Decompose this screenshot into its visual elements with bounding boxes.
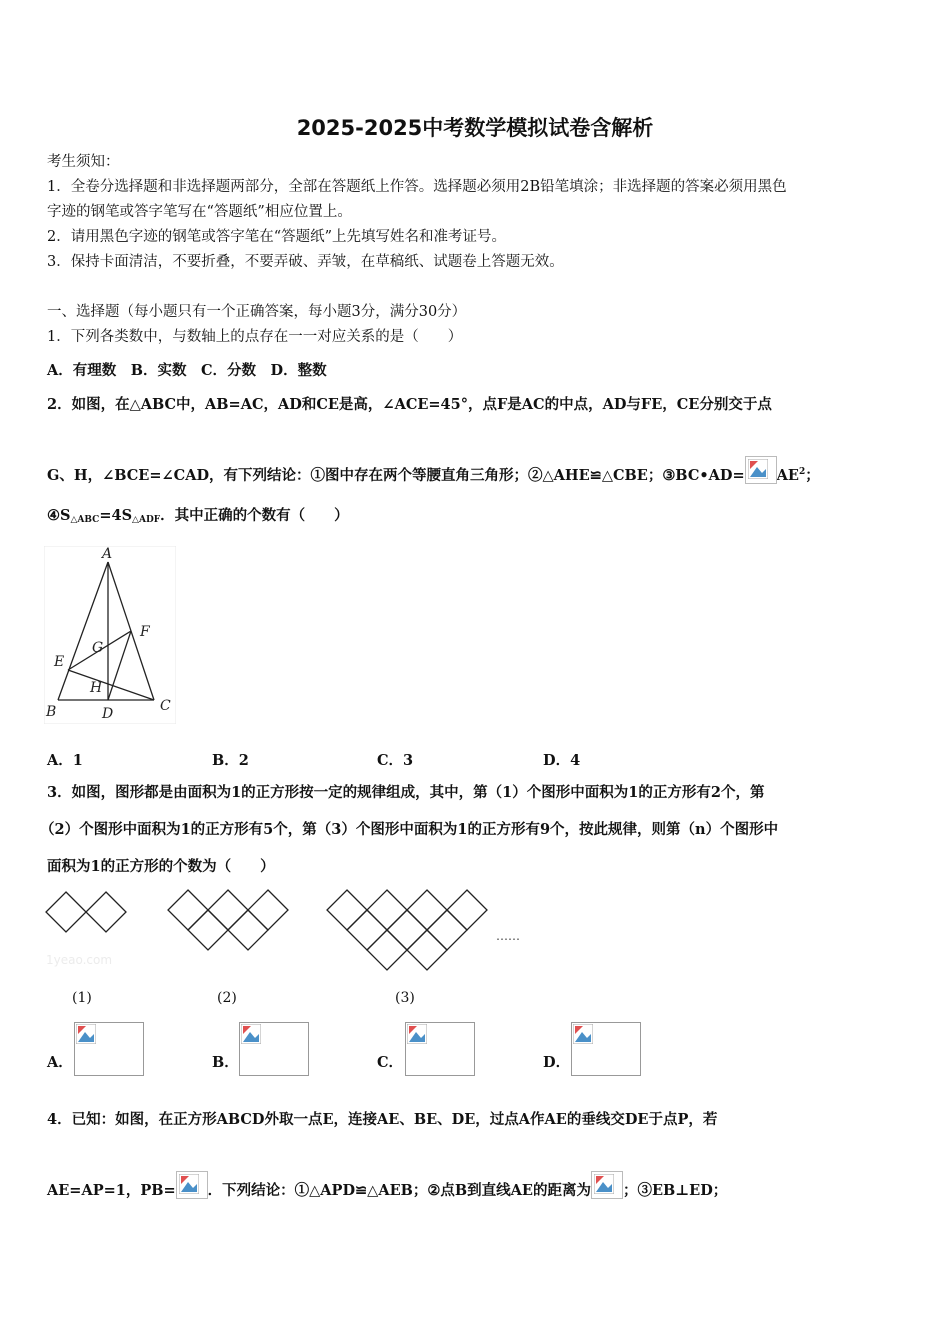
figure-caption: (2)	[217, 990, 237, 1006]
q2-line2	[47, 456, 820, 486]
vertex-label: A	[102, 546, 113, 562]
watermark: 1yeao.com	[46, 953, 113, 967]
q1-options: A．有理数 B．实数 C．分数 D．整数	[47, 362, 327, 379]
ellipsis: ……	[496, 929, 520, 943]
q3-line1: 3．如图，图形都是由面积为1的正方形按一定的规律组成，其中，第（1）个图形中面积为1的正方形有2个，第	[47, 784, 765, 801]
q2-option: B．2	[212, 752, 249, 769]
section-heading: 一、选择题（每小题只有一个正确答案，每小题3分，满分30分）	[47, 304, 467, 320]
q4-line1: 4．已知：如图，在正方形ABCD外取一点E，连接AE、BE、DE，过点A作AE的垂线交DE于点P，若	[47, 1111, 718, 1128]
q3-line3: 面积为1的正方形的个数为（ ）	[47, 858, 275, 875]
q2-subscript: △ABC	[70, 515, 100, 525]
broken-image-icon	[74, 1022, 144, 1076]
q4-text: ．下列结论：①△APD≌△AEB；②点B到直线AE的距离为	[207, 1182, 591, 1199]
vertex-label: H	[90, 680, 103, 696]
figure-caption: (1)	[72, 990, 92, 1006]
q3-option: C．	[377, 1054, 404, 1071]
q2-text: AE	[776, 467, 799, 484]
triangle-figure	[44, 546, 176, 724]
q1-stem: 1．下列各类数中，与数轴上的点存在一一对应关系的是（ ）	[47, 329, 463, 345]
broken-image-icon	[571, 1022, 641, 1076]
q3-option: B．	[212, 1054, 239, 1071]
q2-text: G、H，∠BCE=∠CAD，有下列结论：①图中存在两个等腰直角三角形；②△AHE≌△CBE；③BC•AD=	[47, 467, 745, 484]
q2-line1: 2．如图，在△ABC中，AB=AC，AD和CE是高，∠ACE=45°，点F是AC的中点，AD与FE，CE分别交于点	[47, 396, 772, 413]
q3-line2: （2）个图形中面积为1的正方形有5个，第（3）个图形中面积为1的正方形有9个，按此规律，则第（n）个图形中	[40, 821, 779, 838]
figure-caption: (3)	[395, 990, 415, 1006]
page-title: 2025-2025中考数学模拟试卷含解析	[296, 116, 654, 140]
broken-image-icon	[745, 456, 777, 484]
q3-option: D．	[543, 1054, 571, 1071]
q4-text: AE=AP=1，PB=	[47, 1182, 176, 1199]
vertex-label: C	[160, 698, 171, 714]
q4-text: ；③EB⊥ED；	[622, 1182, 728, 1199]
squares-pattern-figure	[40, 882, 540, 977]
q2-text: =4S	[99, 507, 133, 524]
vertex-label: E	[54, 654, 65, 670]
vertex-label: D	[102, 706, 114, 722]
q4-line2	[47, 1171, 727, 1201]
q2-text: ；	[805, 467, 820, 484]
vertex-label: F	[140, 624, 150, 640]
broken-image-icon	[591, 1171, 623, 1199]
broken-image-icon	[239, 1022, 309, 1076]
q2-subscript: △ADF	[132, 515, 161, 525]
q2-text: ．其中正确的个数有（ ）	[160, 507, 349, 524]
notice-item: 3．保持卡面清洁，不要折叠，不要弄破、弄皱，在草稿纸、试题卷上答题无效。	[47, 254, 564, 270]
broken-image-icon	[176, 1171, 208, 1199]
notice-item: 字迹的钢笔或答字笔写在“答题纸”相应位置上。	[47, 204, 352, 220]
q2-option: A．1	[47, 752, 83, 769]
broken-image-icon	[405, 1022, 475, 1076]
notice-item: 1．全卷分选择题和非选择题两部分，全部在答题纸上作答。选择题必须用2B铅笔填涂；非选择题的答案必须用黑色	[47, 179, 787, 195]
vertex-label: G	[92, 640, 104, 656]
q2-option: D．4	[543, 752, 581, 769]
vertex-label: B	[46, 704, 57, 720]
notice-heading: 考生须知：	[47, 154, 120, 170]
notice-item: 2．请用黑色字迹的钢笔或答字笔在“答题纸”上先填写姓名和准考证号。	[47, 229, 507, 245]
q2-superscript: 2	[798, 467, 806, 478]
q3-option: A．	[47, 1054, 73, 1071]
q2-option: C．3	[377, 752, 414, 769]
q2-line3	[47, 506, 349, 530]
q2-text: ④S	[47, 507, 71, 524]
